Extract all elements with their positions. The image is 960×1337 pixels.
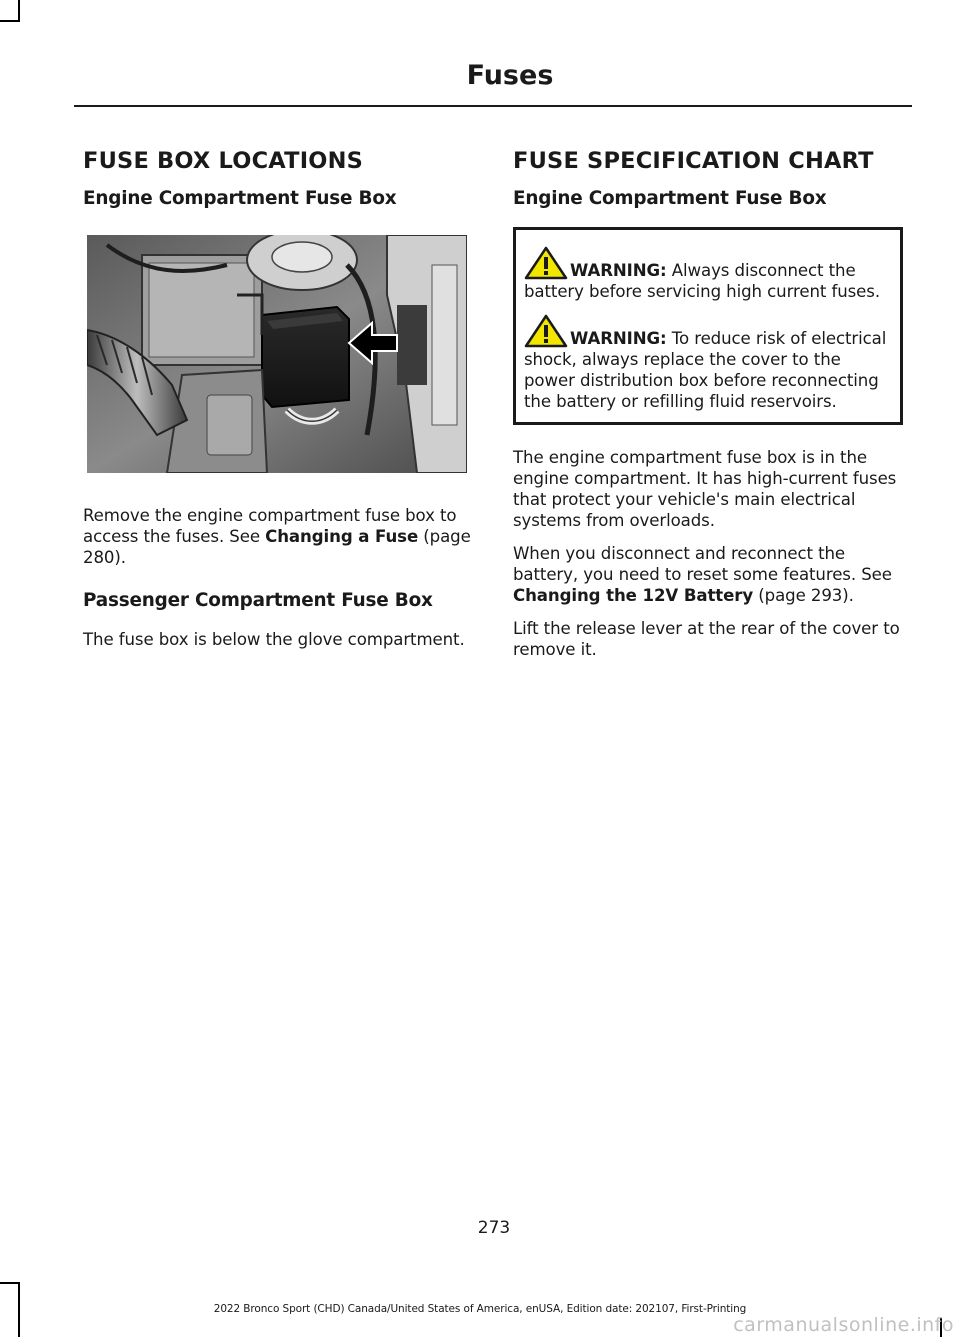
engine-compartment-illustration bbox=[87, 235, 467, 473]
right-column bbox=[513, 148, 907, 672]
passenger-fuse-box-subheading: Passenger Compartment Fuse Box bbox=[83, 590, 433, 611]
engine-compartment-figure bbox=[87, 235, 467, 473]
warning-1 bbox=[524, 246, 892, 302]
warning-2 bbox=[524, 314, 892, 412]
crop-mark-bottom-left-h bbox=[0, 1282, 20, 1284]
passenger-fuse-box-text: The fuse box is below the glove compartment. bbox=[83, 630, 465, 649]
fuse-box-locations-heading: FUSE BOX LOCATIONS bbox=[83, 148, 364, 174]
edition-footer: 2022 Bronco Sport (CHD) Canada/United States of America, enUSA, Edition date: 202107, First-Printing bbox=[213, 1303, 747, 1315]
left-column bbox=[83, 148, 475, 662]
battery-text-after: (page 293). bbox=[753, 586, 854, 605]
warning-2-label: WARNING: bbox=[570, 329, 667, 348]
warning-1-text: Always disconnect the battery before servicing high current fuses. bbox=[524, 261, 881, 301]
engine-fuse-chart-subheading: Engine Compartment Fuse Box bbox=[513, 188, 827, 209]
watermark: carmanualsonline.info bbox=[733, 1314, 954, 1336]
crop-mark-top-left bbox=[18, 0, 20, 22]
fuse-specification-heading: FUSE SPECIFICATION CHART bbox=[513, 148, 874, 174]
changing-12v-battery-link[interactable]: Changing the 12V Battery bbox=[513, 586, 754, 605]
engine-text-before: Remove the engine compartment fuse box to access the fuses. See bbox=[83, 506, 457, 546]
page-number: 273 bbox=[477, 1218, 511, 1238]
header-divider bbox=[74, 105, 912, 107]
battery-reset-note bbox=[513, 543, 907, 606]
warning-1-label: WARNING: bbox=[570, 261, 667, 280]
crop-mark-top-left-h bbox=[0, 20, 20, 22]
warning-triangle-icon bbox=[524, 246, 568, 280]
battery-text-before: When you disconnect and reconnect the battery, you need to reset some features. See bbox=[513, 544, 892, 584]
engine-fuse-box-instructions bbox=[83, 505, 475, 568]
engine-fuse-box-subheading: Engine Compartment Fuse Box bbox=[83, 188, 397, 209]
engine-fuse-box-description: The engine compartment fuse box is in the engine compartment. It has high-current fuses that protect your vehicle's main electrical systems from overloads. bbox=[513, 448, 897, 530]
changing-a-fuse-link[interactable]: Changing a Fuse bbox=[265, 527, 419, 546]
engine-text-after: (page 280). bbox=[83, 527, 471, 567]
page-title: Fuses bbox=[466, 60, 554, 91]
warning-box bbox=[513, 227, 903, 425]
release-lever-instructions: Lift the release lever at the rear of the cover to remove it. bbox=[513, 619, 900, 659]
warning-triangle-icon bbox=[524, 314, 568, 348]
warning-2-text: To reduce risk of electrical shock, always replace the cover to the power distribution box before reconnecting the battery or refilling fluid reservoirs. bbox=[524, 329, 887, 411]
